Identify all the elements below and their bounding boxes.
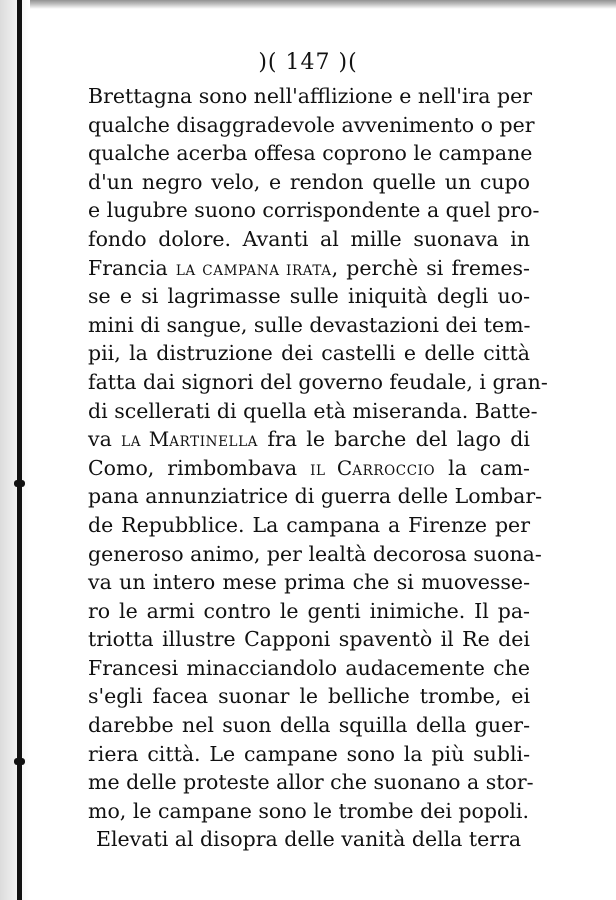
binding-stitch-mark [14,480,25,487]
text-line: di scellerati di quella età miseranda. Batte- [88,398,538,423]
text-line: generoso animo, per lealtà decorosa suona- [88,541,542,566]
text-line: fatta dai signori del governo feudale, i gran- [88,369,548,394]
text-line [88,254,530,283]
text-line: s'egli facea suonar le belliche trombe, ei [88,684,530,709]
text-segment: Francia [88,255,176,280]
text-line: qualche acerba offesa coprono le campane [88,141,533,166]
text-line: mo, le campane sono le trombe dei popoli. [88,798,529,823]
small-caps-rest: ARTINELLA [169,434,259,451]
small-caps-term [310,455,436,480]
text-segment: fra le barche del lago di [258,427,530,452]
small-caps-term: LA CAMPANA IRATA [175,262,332,279]
text-line: de Repubblice. La campana a Firenze per [88,512,530,537]
text-line: darebbe nel suon della squilla della guer- [88,713,530,738]
text-segment: Como, rimbombava [88,455,311,480]
small-caps-rest: ARROCCIO [352,462,436,479]
text-line: pii, la distruzione dei castelli e delle città [88,341,530,366]
text-segment: , perchè si fremes- [331,255,530,280]
text-line: Francesi minacciandolo audacemente che [88,655,530,680]
small-caps-initial: M [148,427,170,452]
text-segment: la cam- [435,455,530,480]
text-line [88,454,530,483]
page-number: )( 147 )( [258,50,358,75]
book-gutter [0,0,30,900]
text-line: Elevati al disopra delle vanità della terra [96,827,522,852]
small-caps-prefix: IL C [310,455,353,480]
text-line: Brettagna sono nell'afflizione e nell'ira per [88,84,533,108]
text-segment: va [88,427,122,452]
small-caps-term [121,427,259,452]
text-line: ro le armi contro le genti inimiche. Il pa- [88,598,530,623]
text-line: me delle proteste allor che suonano a stor- [88,770,534,795]
page-top-edge-shadow [0,0,616,9]
text-line: va un intero mese prima che si muovesse- [88,570,530,595]
text-line: qualche disaggradevole avvenimento o per [88,112,535,137]
text-line: mini di sangue, sulle devastazioni dei tem- [88,312,531,337]
body-text [88,82,548,854]
text-line [88,425,530,454]
text-line: se e si lagrimasse sulle iniquità degli uo- [88,284,530,309]
text-line: e lugubre suono corrispondente a quel pro- [88,198,540,223]
text-line: triotta illustre Capponi spaventò il Re dei [88,627,530,652]
text-line: pana annunziatrice di guerra delle Lombar- [88,484,543,509]
text-line: fondo dolore. Avanti al mille suonava in [88,226,530,251]
binding-stitch-mark [14,758,25,765]
text-line: riera città. Le campane sono la più subli- [88,741,530,766]
small-caps-prefix: LA M [121,427,170,452]
book-spine-line [17,0,22,900]
small-caps-initial: C [336,455,353,480]
text-line: d'un negro velo, e rendon quelle un cupo [88,169,530,194]
